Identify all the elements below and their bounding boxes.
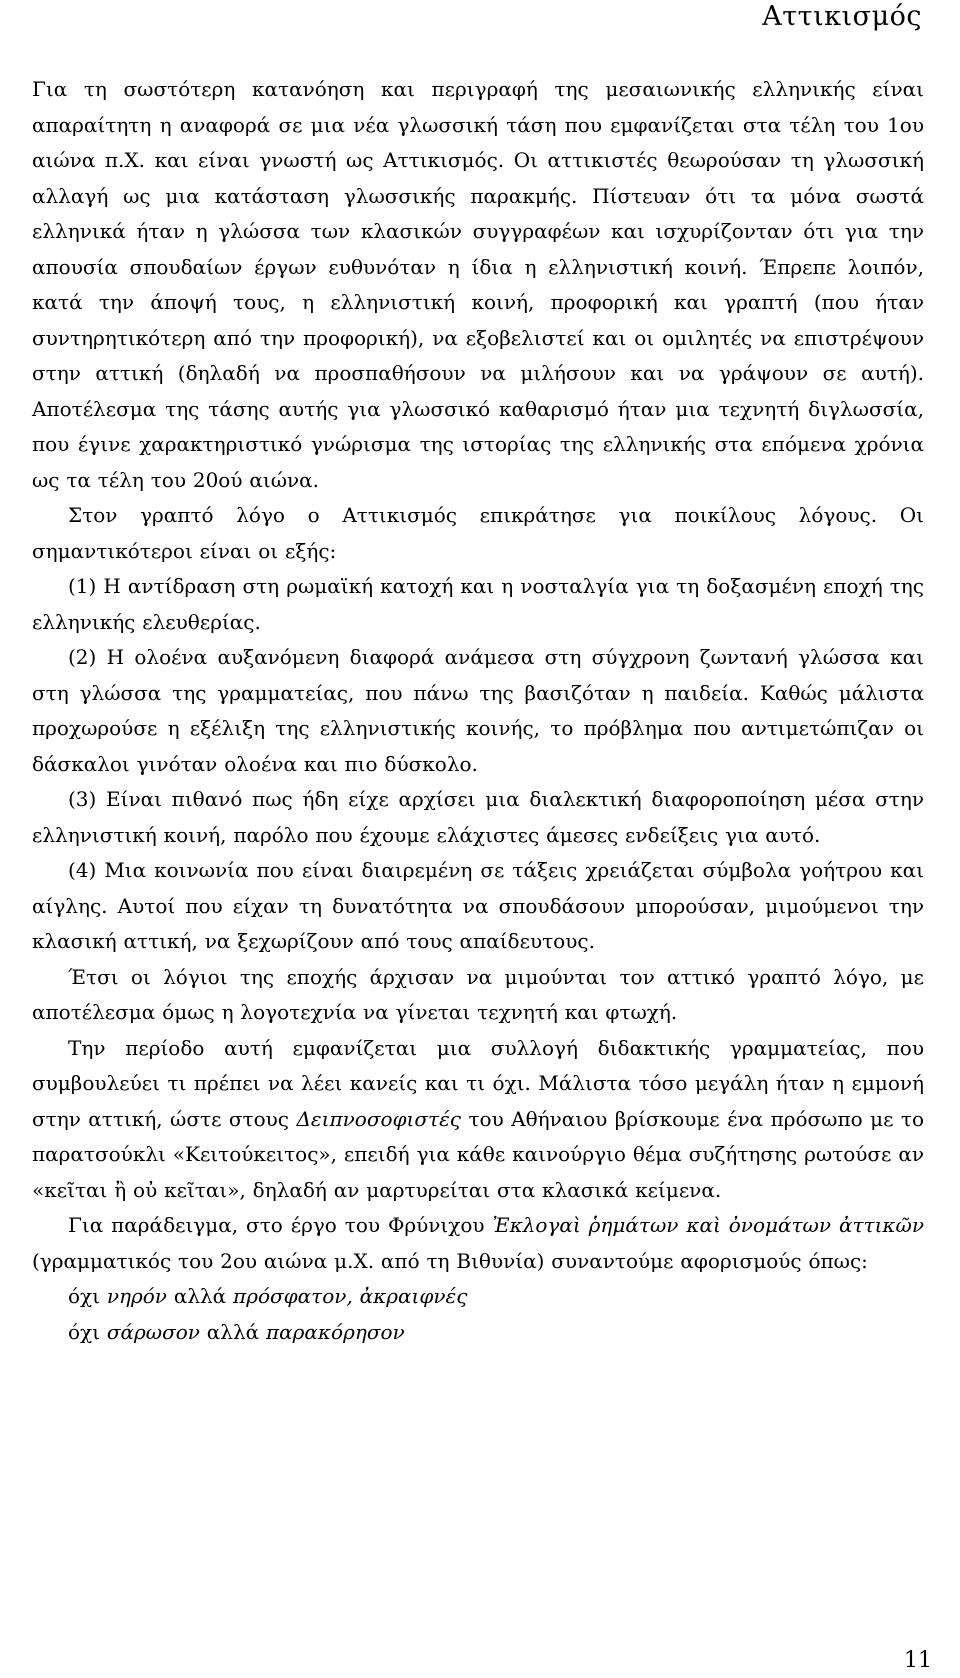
- example-2-negation: όχι: [68, 1319, 107, 1344]
- example-2-correct-form: παρακόρησον: [266, 1319, 405, 1344]
- paragraph-phrynichus: [32, 1208, 924, 1279]
- body-text: [32, 72, 924, 1350]
- paragraph-intro: Για τη σωστότερη κατανόηση και περιγραφή της μεσαιωνικής ελληνικής είναι απαραίτητη η αναφορά σε μια νέα γλωσσική τάση που εμφανίζεται στα τέλη του 1ου αιώνα π.Χ. και είναι γνωστή ως Αττικισμός. Οι αττικιστές θεωρούσαν τη γλωσσική αλλαγή ως μια κατάσταση γλωσσικής παρακμής. Πίστευαν ότι τα μόνα σωστά ελληνικά ήταν η γλώσσα των κλασικών συγγραφέων και ισχυρίζονταν ότι για την απουσία σπουδαίων έργων ευθυνόταν η ίδια η ελληνιστική κοινή. Έπρεπε λοιπόν, κατά την άποψή τους, η ελληνιστική κοινή, προφορική και γραπτή (που ήταν συντηρητικότερη από την προφορική), να εξοβελιστεί και οι ομιλητές να επιστρέψουν στην αττική (δηλαδή να προσπαθήσουν να μιλήσουν και να γράψουν σε αυτή). Αποτέλεσμα της τάσης αυτής για γλωσσικό καθαρισμό ήταν μια τεχνητή διγλωσσία, που έγινε χαρακτηριστικό γνώρισμα της ιστορίας της ελληνικής στα επόμενα χρόνια ως τα τέλη του 20ού αιώνα.: [32, 77, 924, 492]
- example-1-negation: όχι: [68, 1284, 107, 1308]
- work-title-deipnosophists: Δειπνοσοφιστές: [296, 1106, 462, 1131]
- example-1-correct-form: πρόσφατον, ἀκραιφνές: [233, 1284, 468, 1308]
- paragraph-phrynichus-text-b: (γραμματικός του 2ου αιώνα μ.Χ. από τη Βιθυνία) συναντούμε αφορισμούς όπως:: [32, 1248, 868, 1273]
- paragraph-deipnosophists-text-b: του Αθήναιου βρίσκουμε ένα πρόσωπο με το παρατσούκλι «Κειτούκειτος», επειδή για κάθε καινούργιο θέμα συζήτησης ρωτούσε αν «κεῖται ἢ οὐ κεῖται», δηλαδή αν μαρτυρείται στα κλασικά κείμενα.: [32, 1106, 925, 1202]
- page-number: 11: [904, 1648, 932, 1673]
- paragraph-deipnosophists: [32, 1031, 924, 1209]
- example-2-wrong-form: σάρωσον: [106, 1319, 200, 1344]
- work-title-eklogai: Ἐκλογαὶ ῥημάτων καὶ ὀνομάτων ἀττικῶν: [492, 1213, 925, 1237]
- paragraph-reason-1: (1) Η αντίδραση στη ρωμαϊκή κατοχή και η νοσταλγία για τη δοξασμένη εποχή της ελληνικής ελευθερίας.: [32, 574, 924, 634]
- paragraph-reason-4: (4) Μια κοινωνία που είναι διαιρεμένη σε τάξεις χρειάζεται σύμβολα γοήτρου και αίγλης. Αυτοί που είχαν τη δυνατότητα να σπουδάσουν μπορούσαν, μιμούμενοι την κλασική αττική, να ξεχωρίζουν από τους απαίδευτους.: [32, 858, 924, 953]
- paragraph-reason-2: (2) Η ολοένα αυξανόμενη διαφορά ανάμεσα στη σύγχρονη ζωντανή γλώσσα και στη γλώσσα της γραμματείας, που πάνω της βασιζόταν η παιδεία. Καθώς μάλιστα προχωρούσε η εξέλιξη της ελληνιστικής κοινής, το πρόβλημα που αντιμετώπιζαν οι δάσκαλοι γινόταν ολοένα και πιο δύσκολο.: [32, 645, 924, 776]
- running-header-title: Αττικισμός: [762, 1, 922, 32]
- paragraph-reasons-intro: Στον γραπτό λόγο ο Αττικισμός επικράτησε για ποικίλους λόγους. Οι σημαντικότεροι είναι οι εξής:: [32, 503, 924, 563]
- paragraph-deipnosophists-text-a: Την περίοδο αυτή εμφανίζεται μια συλλογή διδακτικής γραμματείας, που συμβουλεύει τι πρέπει να λέει κανείς και τι όχι. Μάλιστα τόσο μεγάλη ήταν η εμμονή στην αττική, ώστε στους: [32, 1035, 924, 1131]
- paragraph-consequence: Έτσι οι λόγιοι της εποχής άρχισαν να μιμούνται τον αττικό γραπτό λόγο, με αποτέλεσμα όμως η λογοτεχνία να γίνεται τεχνητή και φτωχή.: [32, 964, 924, 1024]
- example-1-wrong-form: νηρόν: [106, 1284, 167, 1308]
- example-2-connector: αλλά: [199, 1319, 267, 1344]
- example-aphorism-2: [32, 1315, 924, 1351]
- example-aphorism-1: [32, 1279, 924, 1315]
- example-1-connector: αλλά: [166, 1284, 234, 1308]
- paragraph-phrynichus-text-a: Για παράδειγμα, στο έργο του Φρύνιχου: [68, 1213, 493, 1237]
- paragraph-reason-3: (3) Είναι πιθανό πως ήδη είχε αρχίσει μια διαλεκτική διαφοροποίηση μέσα στην ελληνιστική κοινή, παρόλο που έχουμε ελάχιστες άμεσες ενδείξεις για αυτό.: [32, 787, 924, 847]
